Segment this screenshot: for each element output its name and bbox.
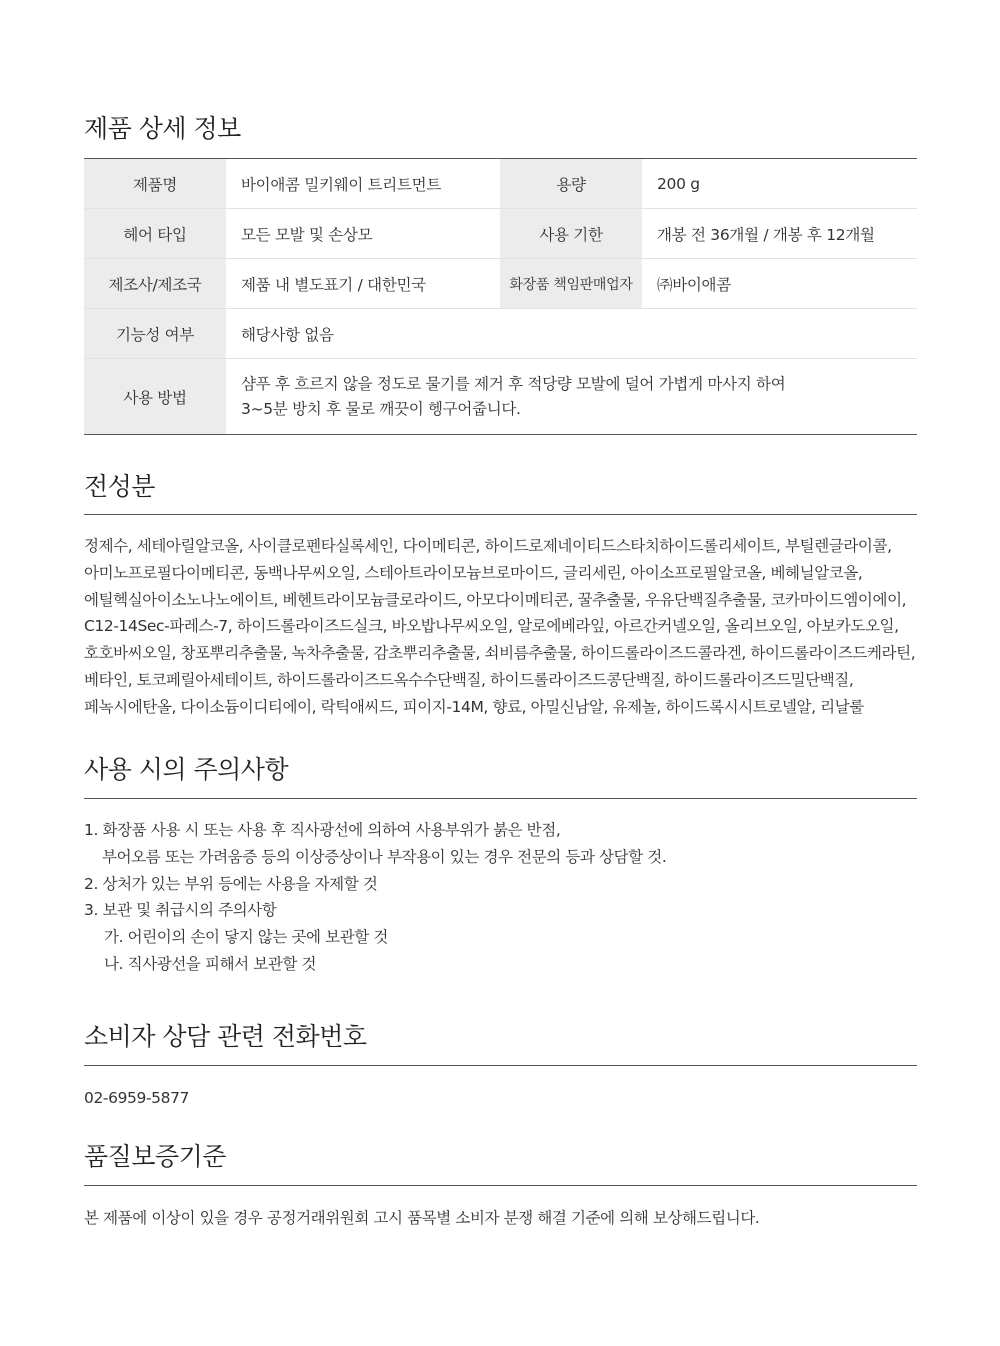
section-divider	[84, 1065, 917, 1066]
value-responsible-seller: ㈜바이애콤	[642, 259, 917, 309]
usage-line: 샴푸 후 흐르지 않을 정도로 물기를 제거 후 적당량 모발에 덜어 가볍게 마사지 하여	[241, 375, 786, 393]
label-expiry: 사용 기한	[500, 209, 642, 259]
section-title-ingredients: 전성분	[84, 472, 155, 501]
section-divider	[84, 1185, 917, 1186]
value-product-name: 바이애콤 밀키웨이 트리트먼트	[226, 159, 500, 209]
label-functional: 기능성 여부	[84, 309, 226, 359]
table-row	[84, 159, 917, 209]
consult-phone: 02-6959-5877	[84, 1089, 190, 1107]
quality-section	[84, 1141, 917, 1227]
label-manufacturer: 제조사/제조국	[84, 259, 226, 309]
ingredients-line: 아미노프로필다이메티콘, 동백나무씨오일, 스테아트라이모늄브로마이드, 글리세린, 아이소프로필알코올, 베헤닐알코올,	[84, 563, 863, 582]
table-row	[84, 309, 917, 359]
value-functional: 해당사항 없음	[226, 309, 917, 359]
cautions-section	[84, 754, 917, 973]
ingredients-line: 에틸헥실아이소노나노에이트, 베헨트라이모늄클로라이드, 아모다이메티콘, 꿀추출물, 우유단백질추출물, 코카마이드엠이에이,	[84, 590, 907, 609]
ingredients-line: 호호바씨오일, 창포뿌리추출물, 녹차추출물, 감초뿌리추출물, 쇠비름추출물, 하이드롤라이즈드콜라겐, 하이드롤라이즈드케라틴,	[84, 644, 916, 663]
usage-line: 3~5분 방치 후 물로 깨끗이 헹구어줍니다.	[241, 399, 521, 418]
caution-subitem: 가. 어린이의 손이 닿지 않는 곳에 보관할 것	[104, 928, 388, 947]
product-details-section	[84, 113, 917, 418]
value-hair-type: 모든 모발 및 손상모	[226, 209, 500, 259]
consult-section	[84, 1021, 917, 1107]
section-divider	[84, 798, 917, 799]
section-title-cautions: 사용 시의 주의사항	[84, 755, 289, 784]
section-title-details: 제품 상세 정보	[84, 114, 241, 143]
ingredients-line: 페녹시에탄올, 다이소듐이디티에이, 락틱애씨드, 피이지-14M, 향료, 아밀신남알, 유제놀, 하이드록시시트로넬알, 리날룰	[84, 697, 864, 716]
table-row	[84, 359, 917, 435]
label-usage: 사용 방법	[84, 359, 226, 435]
table-row	[84, 259, 917, 309]
ingredients-line: C12-14Sec-파레스-7, 하이드롤라이즈드실크, 바오밥나무씨오일, 알로에베라잎, 아르간커넬오일, 올리브오일, 아보카도오일,	[84, 617, 899, 636]
caution-item: 1. 화장품 사용 시 또는 사용 후 직사광선에 의하여 사용부위가 붉은 반점,	[84, 821, 561, 839]
value-manufacturer: 제품 내 별도표기 / 대한민국	[226, 259, 500, 309]
section-title-consult: 소비자 상담 관련 전화번호	[84, 1022, 367, 1051]
ingredients-line: 베타인, 토코페릴아세테이트, 하이드롤라이즈드옥수수단백질, 하이드롤라이즈드콩단백질, 하이드롤라이즈드밀단백질,	[84, 670, 854, 689]
label-product-name: 제품명	[84, 159, 226, 209]
ingredients-line: 정제수, 세테아릴알코올, 사이클로펜타실록세인, 다이메티콘, 하이드로제네이티드스타치하이드롤리세이트, 부틸렌글라이콜,	[84, 537, 892, 555]
label-responsible-seller: 화장품 책임판매업자	[500, 259, 642, 309]
cautions-list	[84, 817, 924, 978]
caution-item: 3. 보관 및 취급시의 주의사항	[84, 901, 277, 920]
ingredients-section	[84, 471, 917, 716]
value-volume: 200 g	[642, 159, 917, 209]
caution-item: 2. 상처가 있는 부위 등에는 사용을 자제할 것	[84, 874, 378, 893]
ingredients-list	[84, 533, 924, 721]
label-hair-type: 헤어 타입	[84, 209, 226, 259]
product-info-table	[84, 159, 917, 435]
caution-item-continued: 부어오름 또는 가려움증 등의 이상증상이나 부작용이 있는 경우 전문의 등과 상담할 것.	[102, 847, 667, 866]
quality-text: 본 제품에 이상이 있을 경우 공정거래위원회 고시 품목별 소비자 분쟁 해결 기준에 의해 보상해드립니다.	[84, 1209, 760, 1227]
table-row	[84, 209, 917, 259]
value-expiry: 개봉 전 36개월 / 개봉 후 12개월	[642, 209, 917, 259]
label-volume: 용량	[500, 159, 642, 209]
section-divider	[84, 514, 917, 515]
caution-subitem: 나. 직사광선을 피해서 보관할 것	[104, 954, 317, 973]
section-title-quality: 품질보증기준	[84, 1142, 226, 1171]
value-usage	[226, 359, 917, 435]
